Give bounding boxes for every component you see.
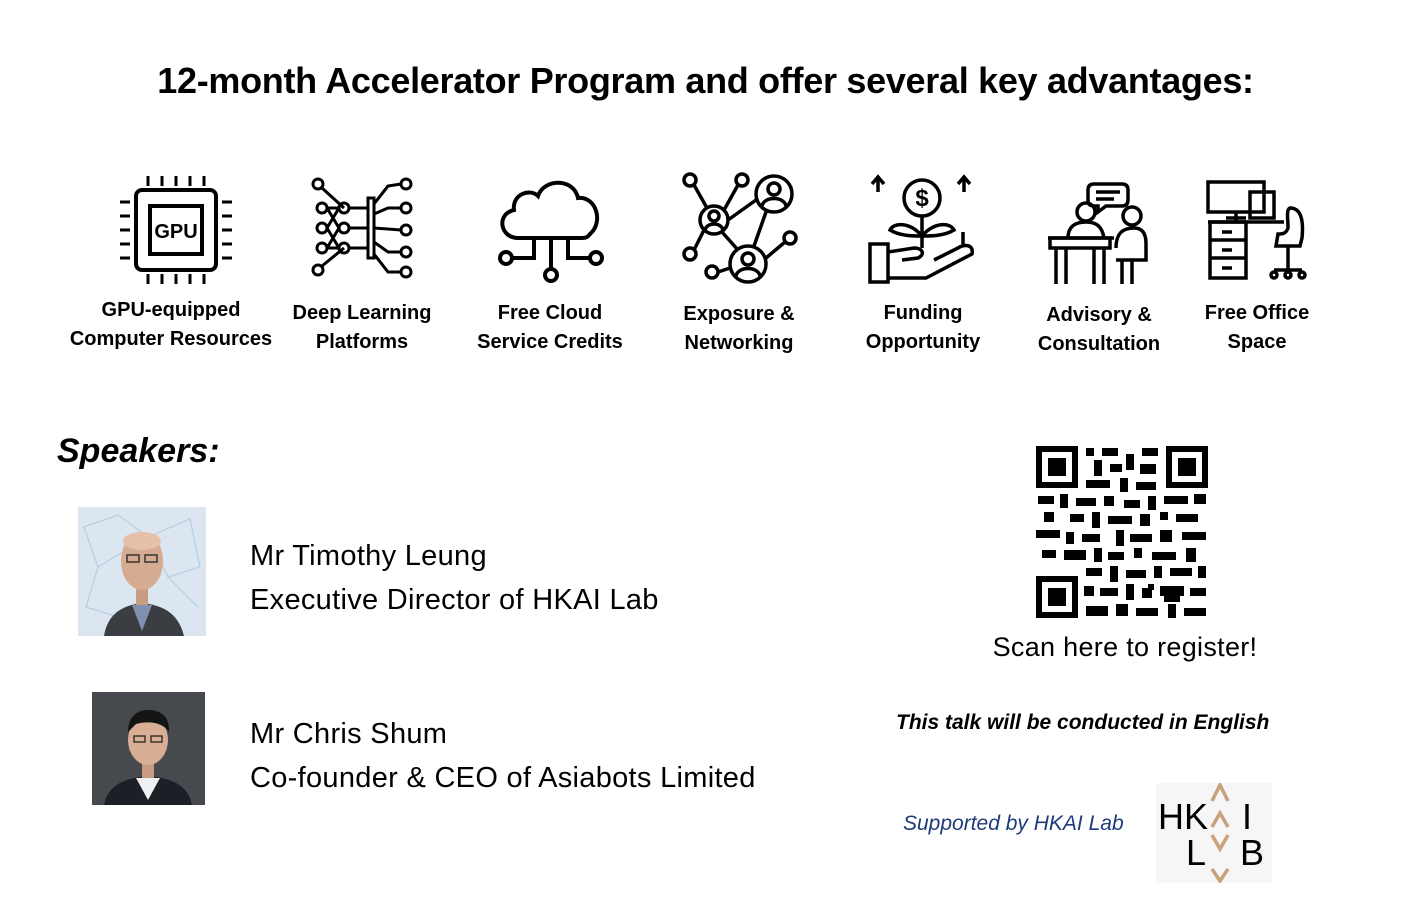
advantage-label-networking <box>664 300 814 358</box>
speakers-heading: Speakers: <box>57 432 220 470</box>
neural-network-icon <box>308 174 418 284</box>
svg-text:B: B <box>1240 832 1265 873</box>
people-network-icon <box>682 172 800 286</box>
speaker-name: Mr Chris Shum <box>250 718 448 750</box>
registration-qr-code[interactable] <box>1036 446 1208 618</box>
speaker-1-info <box>250 534 659 622</box>
advantage-label-line2: Opportunity <box>865 331 981 353</box>
svg-text:L: L <box>1186 832 1207 873</box>
consultation-desk-icon <box>1046 178 1152 288</box>
speaker-title: Executive Director of HKAI Lab <box>250 584 659 616</box>
language-note: This talk will be conducted in English <box>896 711 1270 734</box>
advantage-label-line1: GPU-equipped <box>101 299 241 321</box>
advantage-label-line1: Deep Learning <box>292 302 432 324</box>
advantage-label-line2: Networking <box>684 332 794 354</box>
advantage-label-line1: Free Cloud <box>497 302 603 324</box>
advantage-label-gpu <box>55 296 287 354</box>
cloud-network-icon <box>494 174 608 286</box>
register-caption: Scan here to register! <box>992 632 1258 662</box>
advantage-label-line2: Platforms <box>315 331 409 353</box>
office-desk-icon <box>1206 178 1310 282</box>
speaker-photo-chris-shum <box>92 692 205 805</box>
page-headline: 12-month Accelerator Program and offer several key advantages: <box>157 60 1254 101</box>
gpu-chip-icon <box>118 172 234 288</box>
advantage-label-line2: Computer Resources <box>69 328 273 350</box>
advantage-label-office <box>1186 299 1328 357</box>
svg-text:H: H <box>1158 796 1184 837</box>
svg-text:K: K <box>1184 796 1209 837</box>
advantage-label-deep-learning <box>282 299 442 357</box>
hand-money-icon <box>866 174 978 286</box>
svg-text:I: I <box>1242 796 1253 837</box>
advantage-label-advisory <box>1024 301 1174 359</box>
advantage-label-line2: Space <box>1227 331 1287 353</box>
advantage-label-line1: Advisory & <box>1046 304 1152 326</box>
supported-by-text: Supported by HKAI Lab <box>903 812 1124 835</box>
advantage-label-funding <box>848 299 998 357</box>
speaker-title: Co-founder & CEO of Asiabots Limited <box>250 762 756 794</box>
speaker-photo-timothy-leung <box>78 507 206 636</box>
speaker-2-info <box>250 712 756 800</box>
advantage-label-line2: Service Credits <box>477 331 623 353</box>
svg-text:$: $ <box>915 185 929 212</box>
advantage-label-line1: Funding <box>883 302 963 324</box>
advantage-label-cloud <box>466 299 634 357</box>
speaker-name: Mr Timothy Leung <box>250 540 487 572</box>
advantage-label-line2: Consultation <box>1037 333 1161 355</box>
advantage-label-line1: Exposure & <box>683 303 795 325</box>
hkai-lab-logo <box>1156 783 1272 883</box>
advantage-label-line1: Free Office <box>1204 302 1310 324</box>
gpu-chip-text: GPU <box>154 221 198 243</box>
